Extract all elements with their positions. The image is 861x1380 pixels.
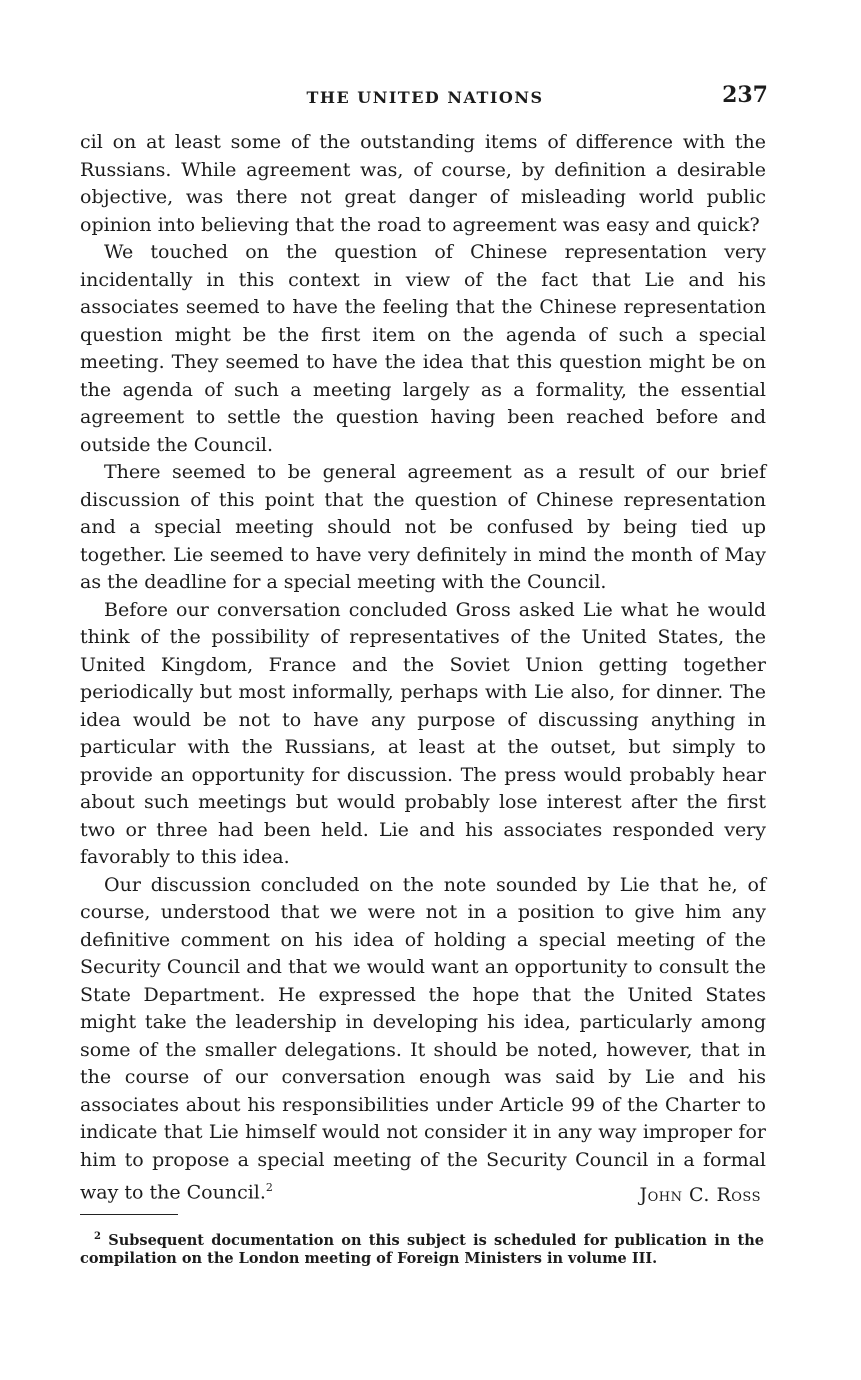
paragraph-2: We touched on the question of Chinese representation very incidentally in this context in view of the fact that Lie and his associates seemed to have the feeling that the Chinese representation question might be the first item on the agenda of such a special meeting. They seemed to have the idea that this question might be on the agenda of such a meeting largely as a formality, the essential agreement to settle the question having been reached before and outside the Council. [80, 241, 766, 456]
paragraph-3: There seemed to be general agreement as a result of our brief discussion of this point that the question of Chinese representation and a special meeting should not be confused by being tied up together. Lie seemed to have very definitely in mind the month of May as the deadline for a special meeting with the Council. [80, 461, 766, 593]
running-title: THE UNITED NATIONS [306, 88, 544, 107]
paragraph-5-text: Our discussion concluded on the note sounded by Lie that he, of course, understood that we were not in a position to give him any definitive comment on his idea of holding a special meeting of the Security Council and that we would want an opportunity to consult the State Department. He expressed the hope that the United States might take the leadership in developing his idea, particularly among some of the smaller delegations. It should be noted, however, that in the course of our conversation enough was said by Lie and his associates about his responsibilities under Article 99 of the Charter to indicate that Lie himself would not consider it in any way improper for him to propose a special meeting of the Security Council in a formal way to the Council. [80, 873, 766, 1204]
page-number: 237 [722, 82, 768, 108]
footnote-reference: 2 [265, 1181, 273, 1194]
signature: John C. Ross [639, 1184, 761, 1206]
footnote-marker: 2 [94, 1231, 101, 1242]
footnote-text: Subsequent documentation on this subject is scheduled for publication in the compilation on the London meeting of Foreign Ministers in volume III. [80, 1231, 764, 1267]
footnote [80, 1228, 764, 1268]
paragraph-4: Before our conversation concluded Gross asked Lie what he would think of the possibility of representatives of the United States, the United Kingdom, France and the Soviet Union getting together periodically but most informally, perhaps with Lie also, for dinner. The idea would be not to have any purpose of discussing anything in particular with the Russians, at least at the outset, but simply to provide an opportunity for discussion. The press would probably hear about such meetings but would probably lose interest after the first two or three had been held. Lie and his associates responded very favorably to this idea. [80, 598, 766, 868]
page-header [78, 84, 772, 114]
paragraph-1: cil on at least some of the outstanding items of difference with the Russians. While agreement was, of course, by definition a desirable objective, was there not great danger of misleading world public opinion into believing that the road to agreement was easy and quick? [80, 131, 766, 236]
paragraph-5 [80, 872, 766, 1207]
body-text [80, 129, 766, 1207]
footnote-divider [80, 1214, 178, 1215]
